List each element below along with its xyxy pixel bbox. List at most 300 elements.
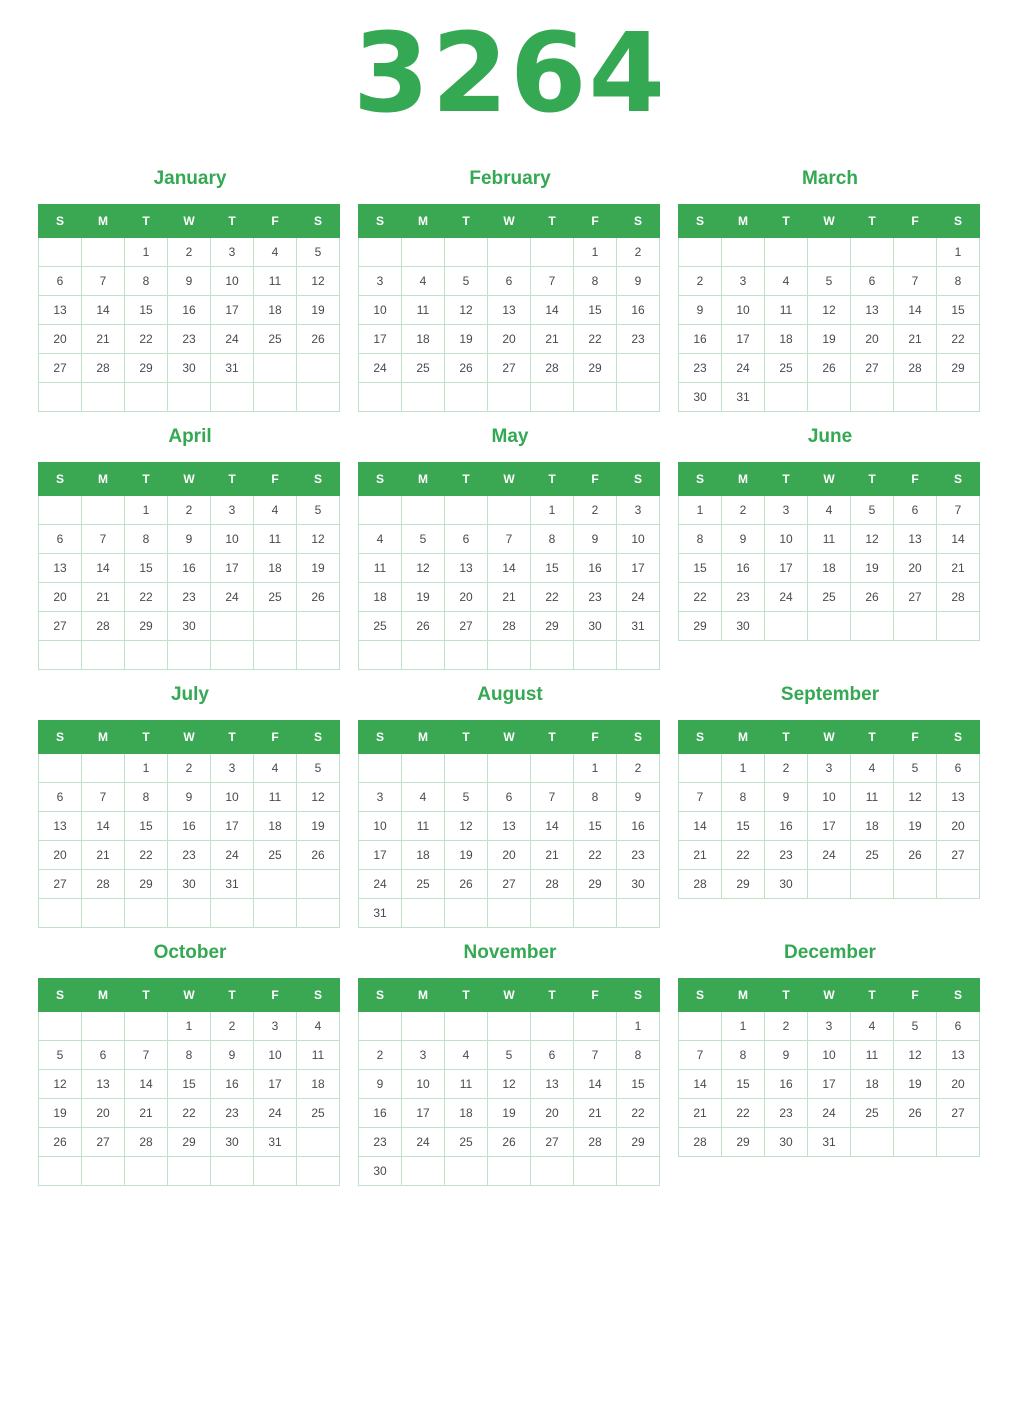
day-cell[interactable]: 19 bbox=[297, 296, 340, 325]
day-cell[interactable]: 25 bbox=[402, 354, 445, 383]
day-cell[interactable]: 18 bbox=[254, 296, 297, 325]
day-cell[interactable]: 2 bbox=[168, 496, 211, 525]
day-cell[interactable]: 19 bbox=[297, 812, 340, 841]
day-cell[interactable]: 16 bbox=[211, 1070, 254, 1099]
day-cell[interactable]: 18 bbox=[297, 1070, 340, 1099]
day-cell[interactable]: 17 bbox=[359, 325, 402, 354]
day-cell[interactable]: 9 bbox=[168, 525, 211, 554]
day-cell[interactable]: 21 bbox=[125, 1099, 168, 1128]
day-cell[interactable]: 24 bbox=[722, 354, 765, 383]
day-cell[interactable]: 17 bbox=[808, 812, 851, 841]
day-cell[interactable]: 29 bbox=[125, 870, 168, 899]
day-cell[interactable]: 15 bbox=[125, 812, 168, 841]
day-cell[interactable]: 6 bbox=[488, 783, 531, 812]
day-cell[interactable]: 13 bbox=[531, 1070, 574, 1099]
day-cell[interactable]: 24 bbox=[359, 870, 402, 899]
day-cell[interactable]: 15 bbox=[574, 812, 617, 841]
day-cell[interactable]: 26 bbox=[297, 583, 340, 612]
day-cell[interactable]: 23 bbox=[168, 583, 211, 612]
day-cell[interactable]: 29 bbox=[125, 612, 168, 641]
day-cell[interactable]: 24 bbox=[254, 1099, 297, 1128]
day-cell[interactable]: 12 bbox=[39, 1070, 82, 1099]
day-cell[interactable]: 18 bbox=[851, 1070, 894, 1099]
day-cell[interactable]: 14 bbox=[82, 812, 125, 841]
day-cell[interactable]: 26 bbox=[402, 612, 445, 641]
day-cell[interactable]: 9 bbox=[211, 1041, 254, 1070]
day-cell[interactable]: 2 bbox=[574, 496, 617, 525]
day-cell[interactable]: 21 bbox=[679, 1099, 722, 1128]
day-cell[interactable]: 27 bbox=[445, 612, 488, 641]
day-cell[interactable]: 15 bbox=[125, 296, 168, 325]
day-cell[interactable]: 15 bbox=[679, 554, 722, 583]
day-cell[interactable]: 9 bbox=[574, 525, 617, 554]
day-cell[interactable]: 19 bbox=[851, 554, 894, 583]
day-cell[interactable]: 7 bbox=[679, 1041, 722, 1070]
day-cell[interactable]: 26 bbox=[851, 583, 894, 612]
day-cell[interactable]: 10 bbox=[211, 783, 254, 812]
day-cell[interactable]: 15 bbox=[722, 1070, 765, 1099]
day-cell[interactable]: 6 bbox=[445, 525, 488, 554]
day-cell[interactable]: 6 bbox=[39, 525, 82, 554]
day-cell[interactable]: 27 bbox=[39, 354, 82, 383]
day-cell[interactable]: 22 bbox=[722, 1099, 765, 1128]
day-cell[interactable]: 18 bbox=[402, 325, 445, 354]
day-cell[interactable]: 7 bbox=[82, 783, 125, 812]
day-cell[interactable]: 8 bbox=[574, 783, 617, 812]
day-cell[interactable]: 12 bbox=[402, 554, 445, 583]
day-cell[interactable]: 8 bbox=[125, 525, 168, 554]
day-cell[interactable]: 21 bbox=[82, 325, 125, 354]
day-cell[interactable]: 5 bbox=[445, 783, 488, 812]
day-cell[interactable]: 5 bbox=[297, 496, 340, 525]
day-cell[interactable]: 25 bbox=[254, 841, 297, 870]
day-cell[interactable]: 18 bbox=[445, 1099, 488, 1128]
day-cell[interactable]: 23 bbox=[765, 1099, 808, 1128]
day-cell[interactable]: 22 bbox=[722, 841, 765, 870]
day-cell[interactable]: 29 bbox=[574, 870, 617, 899]
day-cell[interactable]: 3 bbox=[254, 1012, 297, 1041]
day-cell[interactable]: 10 bbox=[211, 525, 254, 554]
day-cell[interactable]: 18 bbox=[808, 554, 851, 583]
day-cell[interactable]: 8 bbox=[168, 1041, 211, 1070]
day-cell[interactable]: 6 bbox=[894, 496, 937, 525]
day-cell[interactable]: 5 bbox=[808, 267, 851, 296]
day-cell[interactable]: 19 bbox=[445, 325, 488, 354]
day-cell[interactable]: 16 bbox=[617, 296, 660, 325]
day-cell[interactable]: 20 bbox=[851, 325, 894, 354]
day-cell[interactable]: 25 bbox=[808, 583, 851, 612]
day-cell[interactable]: 3 bbox=[765, 496, 808, 525]
day-cell[interactable]: 17 bbox=[402, 1099, 445, 1128]
day-cell[interactable]: 20 bbox=[531, 1099, 574, 1128]
day-cell[interactable]: 20 bbox=[39, 325, 82, 354]
day-cell[interactable]: 28 bbox=[679, 1128, 722, 1157]
day-cell[interactable]: 14 bbox=[894, 296, 937, 325]
day-cell[interactable]: 21 bbox=[82, 841, 125, 870]
day-cell[interactable]: 26 bbox=[894, 1099, 937, 1128]
day-cell[interactable]: 29 bbox=[617, 1128, 660, 1157]
day-cell[interactable]: 2 bbox=[765, 1012, 808, 1041]
day-cell[interactable]: 23 bbox=[617, 841, 660, 870]
day-cell[interactable]: 24 bbox=[359, 354, 402, 383]
day-cell[interactable]: 17 bbox=[254, 1070, 297, 1099]
day-cell[interactable]: 27 bbox=[488, 870, 531, 899]
day-cell[interactable]: 3 bbox=[211, 496, 254, 525]
day-cell[interactable]: 2 bbox=[722, 496, 765, 525]
day-cell[interactable]: 3 bbox=[808, 1012, 851, 1041]
day-cell[interactable]: 4 bbox=[254, 496, 297, 525]
day-cell[interactable]: 5 bbox=[488, 1041, 531, 1070]
day-cell[interactable]: 11 bbox=[359, 554, 402, 583]
day-cell[interactable]: 3 bbox=[359, 783, 402, 812]
day-cell[interactable]: 3 bbox=[211, 754, 254, 783]
day-cell[interactable]: 22 bbox=[531, 583, 574, 612]
day-cell[interactable]: 28 bbox=[679, 870, 722, 899]
day-cell[interactable]: 4 bbox=[851, 754, 894, 783]
day-cell[interactable]: 16 bbox=[617, 812, 660, 841]
day-cell[interactable]: 22 bbox=[125, 841, 168, 870]
day-cell[interactable]: 6 bbox=[82, 1041, 125, 1070]
day-cell[interactable]: 27 bbox=[937, 1099, 980, 1128]
day-cell[interactable]: 12 bbox=[297, 783, 340, 812]
day-cell[interactable]: 1 bbox=[937, 238, 980, 267]
day-cell[interactable]: 15 bbox=[531, 554, 574, 583]
day-cell[interactable]: 27 bbox=[488, 354, 531, 383]
day-cell[interactable]: 17 bbox=[359, 841, 402, 870]
day-cell[interactable]: 17 bbox=[211, 296, 254, 325]
day-cell[interactable]: 26 bbox=[445, 354, 488, 383]
day-cell[interactable]: 8 bbox=[722, 1041, 765, 1070]
day-cell[interactable]: 20 bbox=[894, 554, 937, 583]
day-cell[interactable]: 6 bbox=[39, 267, 82, 296]
day-cell[interactable]: 27 bbox=[82, 1128, 125, 1157]
day-cell[interactable]: 21 bbox=[82, 583, 125, 612]
day-cell[interactable]: 1 bbox=[125, 496, 168, 525]
day-cell[interactable]: 11 bbox=[765, 296, 808, 325]
day-cell[interactable]: 5 bbox=[445, 267, 488, 296]
day-cell[interactable]: 23 bbox=[679, 354, 722, 383]
day-cell[interactable]: 7 bbox=[937, 496, 980, 525]
day-cell[interactable]: 9 bbox=[617, 267, 660, 296]
day-cell[interactable]: 10 bbox=[808, 783, 851, 812]
day-cell[interactable]: 25 bbox=[402, 870, 445, 899]
day-cell[interactable]: 14 bbox=[574, 1070, 617, 1099]
day-cell[interactable]: 7 bbox=[531, 267, 574, 296]
day-cell[interactable]: 3 bbox=[402, 1041, 445, 1070]
day-cell[interactable]: 30 bbox=[168, 870, 211, 899]
day-cell[interactable]: 17 bbox=[617, 554, 660, 583]
day-cell[interactable]: 14 bbox=[82, 554, 125, 583]
day-cell[interactable]: 5 bbox=[39, 1041, 82, 1070]
day-cell[interactable]: 8 bbox=[937, 267, 980, 296]
day-cell[interactable]: 31 bbox=[359, 899, 402, 928]
day-cell[interactable]: 24 bbox=[211, 583, 254, 612]
day-cell[interactable]: 2 bbox=[168, 238, 211, 267]
day-cell[interactable]: 23 bbox=[211, 1099, 254, 1128]
day-cell[interactable]: 3 bbox=[211, 238, 254, 267]
day-cell[interactable]: 20 bbox=[937, 812, 980, 841]
day-cell[interactable]: 19 bbox=[297, 554, 340, 583]
day-cell[interactable]: 11 bbox=[297, 1041, 340, 1070]
day-cell[interactable]: 19 bbox=[488, 1099, 531, 1128]
day-cell[interactable]: 1 bbox=[574, 754, 617, 783]
day-cell[interactable]: 3 bbox=[808, 754, 851, 783]
day-cell[interactable]: 26 bbox=[445, 870, 488, 899]
day-cell[interactable]: 19 bbox=[894, 1070, 937, 1099]
day-cell[interactable]: 28 bbox=[82, 870, 125, 899]
day-cell[interactable]: 22 bbox=[574, 325, 617, 354]
day-cell[interactable]: 10 bbox=[722, 296, 765, 325]
day-cell[interactable]: 30 bbox=[211, 1128, 254, 1157]
day-cell[interactable]: 31 bbox=[254, 1128, 297, 1157]
day-cell[interactable]: 9 bbox=[679, 296, 722, 325]
day-cell[interactable]: 7 bbox=[531, 783, 574, 812]
day-cell[interactable]: 24 bbox=[808, 841, 851, 870]
day-cell[interactable]: 17 bbox=[808, 1070, 851, 1099]
day-cell[interactable]: 28 bbox=[574, 1128, 617, 1157]
day-cell[interactable]: 10 bbox=[359, 296, 402, 325]
day-cell[interactable]: 19 bbox=[808, 325, 851, 354]
day-cell[interactable]: 1 bbox=[722, 754, 765, 783]
day-cell[interactable]: 4 bbox=[765, 267, 808, 296]
day-cell[interactable]: 2 bbox=[168, 754, 211, 783]
day-cell[interactable]: 23 bbox=[168, 325, 211, 354]
day-cell[interactable]: 15 bbox=[617, 1070, 660, 1099]
day-cell[interactable]: 9 bbox=[765, 783, 808, 812]
day-cell[interactable]: 30 bbox=[168, 354, 211, 383]
day-cell[interactable]: 11 bbox=[445, 1070, 488, 1099]
day-cell[interactable]: 30 bbox=[359, 1157, 402, 1186]
day-cell[interactable]: 17 bbox=[211, 812, 254, 841]
day-cell[interactable]: 30 bbox=[168, 612, 211, 641]
day-cell[interactable]: 21 bbox=[488, 583, 531, 612]
day-cell[interactable]: 28 bbox=[937, 583, 980, 612]
day-cell[interactable]: 27 bbox=[39, 612, 82, 641]
day-cell[interactable]: 20 bbox=[39, 583, 82, 612]
day-cell[interactable]: 13 bbox=[851, 296, 894, 325]
day-cell[interactable]: 30 bbox=[765, 870, 808, 899]
day-cell[interactable]: 21 bbox=[531, 325, 574, 354]
day-cell[interactable]: 21 bbox=[574, 1099, 617, 1128]
day-cell[interactable]: 9 bbox=[617, 783, 660, 812]
day-cell[interactable]: 27 bbox=[894, 583, 937, 612]
day-cell[interactable]: 7 bbox=[82, 525, 125, 554]
day-cell[interactable]: 4 bbox=[402, 267, 445, 296]
day-cell[interactable]: 4 bbox=[359, 525, 402, 554]
day-cell[interactable]: 9 bbox=[359, 1070, 402, 1099]
day-cell[interactable]: 11 bbox=[254, 783, 297, 812]
day-cell[interactable]: 20 bbox=[937, 1070, 980, 1099]
day-cell[interactable]: 18 bbox=[765, 325, 808, 354]
day-cell[interactable]: 16 bbox=[168, 554, 211, 583]
day-cell[interactable]: 4 bbox=[808, 496, 851, 525]
day-cell[interactable]: 18 bbox=[254, 812, 297, 841]
day-cell[interactable]: 24 bbox=[402, 1128, 445, 1157]
day-cell[interactable]: 26 bbox=[808, 354, 851, 383]
day-cell[interactable]: 3 bbox=[722, 267, 765, 296]
day-cell[interactable]: 28 bbox=[82, 354, 125, 383]
day-cell[interactable]: 29 bbox=[125, 354, 168, 383]
day-cell[interactable]: 27 bbox=[937, 841, 980, 870]
day-cell[interactable]: 1 bbox=[125, 754, 168, 783]
day-cell[interactable]: 8 bbox=[617, 1041, 660, 1070]
day-cell[interactable]: 11 bbox=[851, 1041, 894, 1070]
day-cell[interactable]: 7 bbox=[125, 1041, 168, 1070]
day-cell[interactable]: 30 bbox=[679, 383, 722, 412]
day-cell[interactable]: 28 bbox=[531, 354, 574, 383]
day-cell[interactable]: 9 bbox=[765, 1041, 808, 1070]
day-cell[interactable]: 8 bbox=[125, 783, 168, 812]
day-cell[interactable]: 14 bbox=[82, 296, 125, 325]
day-cell[interactable]: 31 bbox=[211, 354, 254, 383]
day-cell[interactable]: 13 bbox=[488, 812, 531, 841]
day-cell[interactable]: 2 bbox=[617, 238, 660, 267]
day-cell[interactable]: 19 bbox=[894, 812, 937, 841]
day-cell[interactable]: 2 bbox=[765, 754, 808, 783]
day-cell[interactable]: 22 bbox=[574, 841, 617, 870]
day-cell[interactable]: 30 bbox=[722, 612, 765, 641]
day-cell[interactable]: 7 bbox=[82, 267, 125, 296]
day-cell[interactable]: 25 bbox=[297, 1099, 340, 1128]
day-cell[interactable]: 29 bbox=[531, 612, 574, 641]
day-cell[interactable]: 10 bbox=[765, 525, 808, 554]
day-cell[interactable]: 31 bbox=[722, 383, 765, 412]
day-cell[interactable]: 22 bbox=[679, 583, 722, 612]
day-cell[interactable]: 28 bbox=[894, 354, 937, 383]
day-cell[interactable]: 5 bbox=[851, 496, 894, 525]
day-cell[interactable]: 18 bbox=[359, 583, 402, 612]
day-cell[interactable]: 5 bbox=[297, 238, 340, 267]
day-cell[interactable]: 4 bbox=[851, 1012, 894, 1041]
day-cell[interactable]: 26 bbox=[297, 325, 340, 354]
day-cell[interactable]: 25 bbox=[765, 354, 808, 383]
day-cell[interactable]: 23 bbox=[359, 1128, 402, 1157]
day-cell[interactable]: 16 bbox=[765, 812, 808, 841]
day-cell[interactable]: 11 bbox=[808, 525, 851, 554]
day-cell[interactable]: 1 bbox=[531, 496, 574, 525]
day-cell[interactable]: 24 bbox=[617, 583, 660, 612]
day-cell[interactable]: 15 bbox=[574, 296, 617, 325]
day-cell[interactable]: 10 bbox=[359, 812, 402, 841]
day-cell[interactable]: 13 bbox=[488, 296, 531, 325]
day-cell[interactable]: 24 bbox=[808, 1099, 851, 1128]
day-cell[interactable]: 18 bbox=[254, 554, 297, 583]
day-cell[interactable]: 22 bbox=[125, 325, 168, 354]
day-cell[interactable]: 13 bbox=[445, 554, 488, 583]
day-cell[interactable]: 25 bbox=[851, 841, 894, 870]
day-cell[interactable]: 27 bbox=[531, 1128, 574, 1157]
day-cell[interactable]: 14 bbox=[488, 554, 531, 583]
day-cell[interactable]: 12 bbox=[894, 783, 937, 812]
day-cell[interactable]: 12 bbox=[445, 296, 488, 325]
day-cell[interactable]: 2 bbox=[679, 267, 722, 296]
day-cell[interactable]: 12 bbox=[445, 812, 488, 841]
day-cell[interactable]: 8 bbox=[574, 267, 617, 296]
day-cell[interactable]: 1 bbox=[168, 1012, 211, 1041]
day-cell[interactable]: 7 bbox=[679, 783, 722, 812]
day-cell[interactable]: 16 bbox=[574, 554, 617, 583]
day-cell[interactable]: 5 bbox=[894, 1012, 937, 1041]
day-cell[interactable]: 17 bbox=[722, 325, 765, 354]
day-cell[interactable]: 4 bbox=[402, 783, 445, 812]
day-cell[interactable]: 12 bbox=[297, 525, 340, 554]
day-cell[interactable]: 9 bbox=[168, 267, 211, 296]
day-cell[interactable]: 26 bbox=[488, 1128, 531, 1157]
day-cell[interactable]: 23 bbox=[765, 841, 808, 870]
day-cell[interactable]: 20 bbox=[488, 325, 531, 354]
day-cell[interactable]: 6 bbox=[937, 1012, 980, 1041]
day-cell[interactable]: 16 bbox=[359, 1099, 402, 1128]
day-cell[interactable]: 6 bbox=[39, 783, 82, 812]
day-cell[interactable]: 21 bbox=[894, 325, 937, 354]
day-cell[interactable]: 25 bbox=[359, 612, 402, 641]
day-cell[interactable]: 11 bbox=[402, 296, 445, 325]
day-cell[interactable]: 8 bbox=[722, 783, 765, 812]
day-cell[interactable]: 28 bbox=[488, 612, 531, 641]
day-cell[interactable]: 6 bbox=[937, 754, 980, 783]
day-cell[interactable]: 5 bbox=[894, 754, 937, 783]
day-cell[interactable]: 11 bbox=[402, 812, 445, 841]
day-cell[interactable]: 25 bbox=[254, 583, 297, 612]
day-cell[interactable]: 20 bbox=[488, 841, 531, 870]
day-cell[interactable]: 8 bbox=[531, 525, 574, 554]
day-cell[interactable]: 3 bbox=[617, 496, 660, 525]
day-cell[interactable]: 24 bbox=[211, 841, 254, 870]
day-cell[interactable]: 13 bbox=[39, 812, 82, 841]
day-cell[interactable]: 7 bbox=[488, 525, 531, 554]
day-cell[interactable]: 15 bbox=[168, 1070, 211, 1099]
day-cell[interactable]: 22 bbox=[937, 325, 980, 354]
day-cell[interactable]: 2 bbox=[617, 754, 660, 783]
day-cell[interactable]: 26 bbox=[894, 841, 937, 870]
day-cell[interactable]: 31 bbox=[211, 870, 254, 899]
day-cell[interactable]: 30 bbox=[765, 1128, 808, 1157]
day-cell[interactable]: 11 bbox=[254, 525, 297, 554]
day-cell[interactable]: 10 bbox=[808, 1041, 851, 1070]
day-cell[interactable]: 20 bbox=[445, 583, 488, 612]
day-cell[interactable]: 19 bbox=[445, 841, 488, 870]
day-cell[interactable]: 14 bbox=[679, 1070, 722, 1099]
day-cell[interactable]: 29 bbox=[679, 612, 722, 641]
day-cell[interactable]: 1 bbox=[574, 238, 617, 267]
day-cell[interactable]: 30 bbox=[617, 870, 660, 899]
day-cell[interactable]: 10 bbox=[402, 1070, 445, 1099]
day-cell[interactable]: 25 bbox=[851, 1099, 894, 1128]
day-cell[interactable]: 13 bbox=[937, 783, 980, 812]
day-cell[interactable]: 18 bbox=[851, 812, 894, 841]
day-cell[interactable]: 20 bbox=[82, 1099, 125, 1128]
day-cell[interactable]: 25 bbox=[254, 325, 297, 354]
day-cell[interactable]: 10 bbox=[211, 267, 254, 296]
day-cell[interactable]: 13 bbox=[937, 1041, 980, 1070]
day-cell[interactable]: 17 bbox=[765, 554, 808, 583]
day-cell[interactable]: 19 bbox=[39, 1099, 82, 1128]
day-cell[interactable]: 16 bbox=[168, 812, 211, 841]
day-cell[interactable]: 11 bbox=[254, 267, 297, 296]
day-cell[interactable]: 28 bbox=[531, 870, 574, 899]
day-cell[interactable]: 24 bbox=[765, 583, 808, 612]
day-cell[interactable]: 1 bbox=[679, 496, 722, 525]
day-cell[interactable]: 4 bbox=[297, 1012, 340, 1041]
day-cell[interactable]: 22 bbox=[125, 583, 168, 612]
day-cell[interactable]: 29 bbox=[937, 354, 980, 383]
day-cell[interactable]: 14 bbox=[125, 1070, 168, 1099]
day-cell[interactable]: 9 bbox=[168, 783, 211, 812]
day-cell[interactable]: 6 bbox=[531, 1041, 574, 1070]
day-cell[interactable]: 12 bbox=[894, 1041, 937, 1070]
day-cell[interactable]: 4 bbox=[254, 238, 297, 267]
day-cell[interactable]: 2 bbox=[359, 1041, 402, 1070]
